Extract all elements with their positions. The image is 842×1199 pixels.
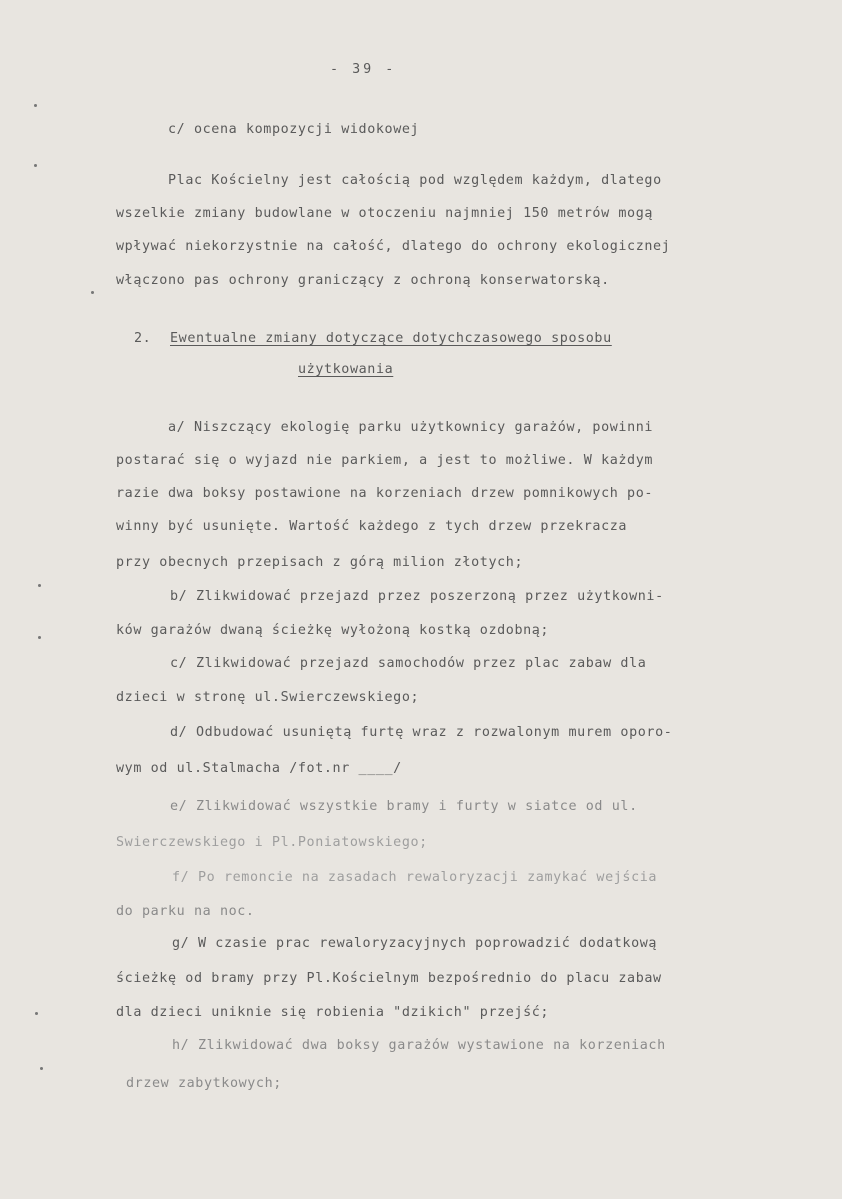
margin-mark <box>34 164 37 167</box>
item-d-line: d/ Odbudować usuniętą furtę wraz z rozwalonym murem oporo- <box>170 725 673 740</box>
item-a-line: razie dwa boksy postawione na korzeniach drzew pomnikowych po- <box>116 486 654 501</box>
item-e-line: Swierczewskiego i Pl.Poniatowskiego; <box>116 835 428 850</box>
item-a-line: przy obecnych przepisach z górą milion złotych; <box>116 555 524 570</box>
item-a-line: postarać się o wyjazd nie parkiem, a jest to możliwe. W każdym <box>116 453 654 468</box>
margin-mark <box>35 1012 38 1015</box>
item-g-line: dla dzieci uniknie się robienia "dzikich" przejść; <box>116 1005 550 1020</box>
item-d-line: wym od ul.Stalmacha /fot.nr ____/ <box>116 761 402 776</box>
margin-mark <box>38 636 41 639</box>
item-f-line: do parku na noc. <box>116 904 255 919</box>
page-number: - 39 - <box>330 62 397 77</box>
item-g-line: ścieżkę od bramy przy Pl.Kościelnym bezpośrednio do placu zabaw <box>116 971 662 986</box>
item-e-line: e/ Zlikwidować wszystkie bramy i furty w siatce od ul. <box>170 799 638 814</box>
section-2-number: 2. <box>134 331 152 346</box>
item-a-line: a/ Niszczący ekologię parku użytkownicy garażów, powinni <box>168 420 654 435</box>
item-f-line: f/ Po remoncie na zasadach rewaloryzacji zamykać wejścia <box>172 870 658 885</box>
paragraph-c-line: wszelkie zmiany budowlane w otoczeniu najmniej 150 metrów mogą <box>116 206 654 221</box>
item-b-line: ków garażów dwaną ścieżkę wyłożoną kostką ozdobną; <box>116 623 550 638</box>
item-b-line: b/ Zlikwidować przejazd przez poszerzoną przez użytkowni- <box>170 589 664 604</box>
margin-mark <box>38 584 41 587</box>
item-a-line: winny być usunięte. Wartość każdego z tych drzew przekracza <box>116 519 628 534</box>
item-g-line: g/ W czasie prac rewaloryzacyjnych poprowadzić dodatkową <box>172 936 658 951</box>
section-2-title: użytkowania <box>298 362 394 377</box>
section-c-heading: c/ ocena kompozycji widokowej <box>168 122 420 137</box>
paragraph-c-line: Plac Kościelny jest całością pod względem każdym, dlatego <box>168 173 662 188</box>
margin-mark <box>40 1067 43 1070</box>
item-c-line: c/ Zlikwidować przejazd samochodów przez plac zabaw dla <box>170 656 647 671</box>
item-c-line: dzieci w stronę ul.Swierczewskiego; <box>116 690 420 705</box>
section-2-title: Ewentualne zmiany dotyczące dotychczasowego sposobu <box>170 331 612 346</box>
paragraph-c-line: wpływać niekorzystnie na całość, dlatego do ochrony ekologicznej <box>116 239 671 254</box>
margin-mark <box>34 104 37 107</box>
item-h-line: h/ Zlikwidować dwa boksy garażów wystawione na korzeniach <box>172 1038 666 1053</box>
paragraph-c-line: włączono pas ochrony graniczący z ochroną konserwatorską. <box>116 273 610 288</box>
margin-mark <box>91 291 94 294</box>
item-h-line: drzew zabytkowych; <box>126 1076 282 1091</box>
